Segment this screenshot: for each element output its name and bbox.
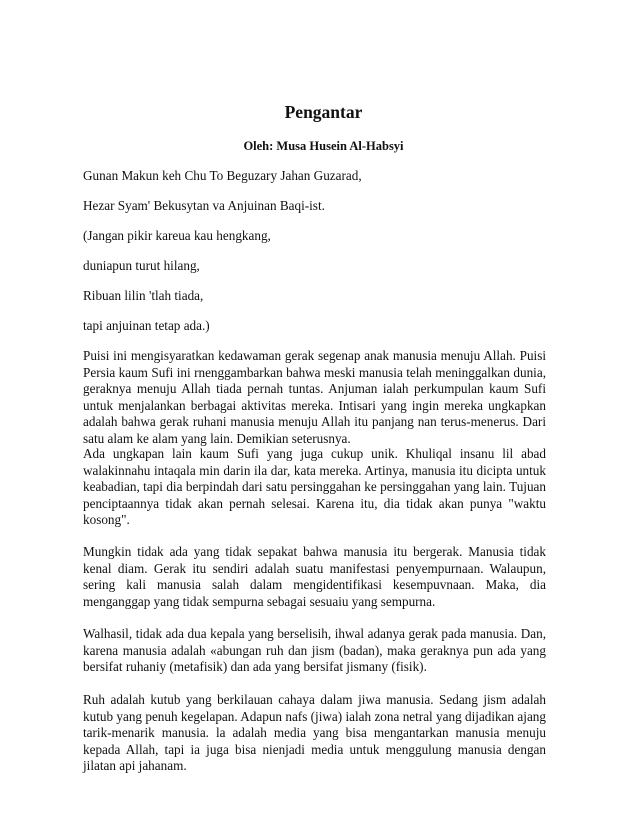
verse-line: (Jangan pikir kareua kau hengkang, bbox=[83, 228, 271, 243]
verse-line: Ribuan lilin 'tlah tiada, bbox=[83, 288, 204, 303]
body-paragraph: Ruh adalah kutub yang berkilauan cahaya dalam jiwa manusia. Sedang jism adalah kutub yang penuh kegelapan. Adapun nafs (jiwa) ialah zona netral yang dijadikan ajang tarik-menarik manusia. la adalah media yang bisa mengantarkan manusia menuju kepada Allah, tapi ia juga bisa nienjadi media untuk menggulung manusia dengan jilatan api jahanam. bbox=[83, 692, 546, 774]
document-title: Pengantar bbox=[284, 102, 363, 122]
verse-line: duniapun turut hilang, bbox=[83, 258, 200, 273]
body-paragraph: Puisi ini mengisyaratkan kedawaman gerak segenap anak manusia menuju Allah. Puisi Persia kaum Sufi ini rnenggambarkan bahwa meski manusia telah meninggalkan dunia, geraknya menuju Allah tiada pernah tuntas. Anjuman ialah perkumpulan kaum Sufi untuk menjalankan berbagai aktivitas mereka. Intisari yang ingin mereka ungkapkan adalah bahwa gerak ruhani manusia menuju Allah itu panjang nan terus-menerus. Dari satu alam ke alam yang lain. Demikian seterusnya. bbox=[83, 348, 546, 446]
body-paragraph: Walhasil, tidak ada dua kepala yang berselisih, ihwal adanya gerak pada manusia. Dan, karena manusia adalah «abungan ruh dan jism (badan), maka geraknya pun ada yang bersifat ruhaniy (metafisik) dan ada yang bersifat jismany (fisik). bbox=[83, 626, 546, 675]
verse-line: Gunan Makun keh Chu To Beguzary Jahan Guzarad, bbox=[83, 168, 362, 183]
verse-line: Hezar Syam' Bekusytan va Anjuinan Baqi-ist. bbox=[83, 198, 325, 213]
verse-line: tapi anjuinan tetap ada.) bbox=[83, 318, 210, 333]
body-paragraph: Ada ungkapan lain kaum Sufi yang juga cukup unik. Khuliqal insanu lil abad walakinnahu intaqala min darin ila dar, kata mereka. Artinya, manusia itu dicipta untuk keabadian, tapi dia berpindah dari satu persinggahan ke persinggahan yang lain. Tujuan penciptaannya tidak akan pernah selesai. Karena itu, dia tidak akan punya "waktu kosong". bbox=[83, 446, 546, 528]
author-line: Oleh: Musa Husein Al-Habsyi bbox=[243, 139, 404, 153]
body-paragraph: Mungkin tidak ada yang tidak sepakat bahwa manusia itu bergerak. Manusia tidak kenal diam. Gerak itu sendiri adalah suatu manifestasi penyempurnaan. Walaupun, sering kali manusia salah dalam mengidentifikasi kesempuvnaan. Maka, dia menganggap yang tidak sempurna sebagai sesuaiu yang sempurna. bbox=[83, 544, 546, 609]
